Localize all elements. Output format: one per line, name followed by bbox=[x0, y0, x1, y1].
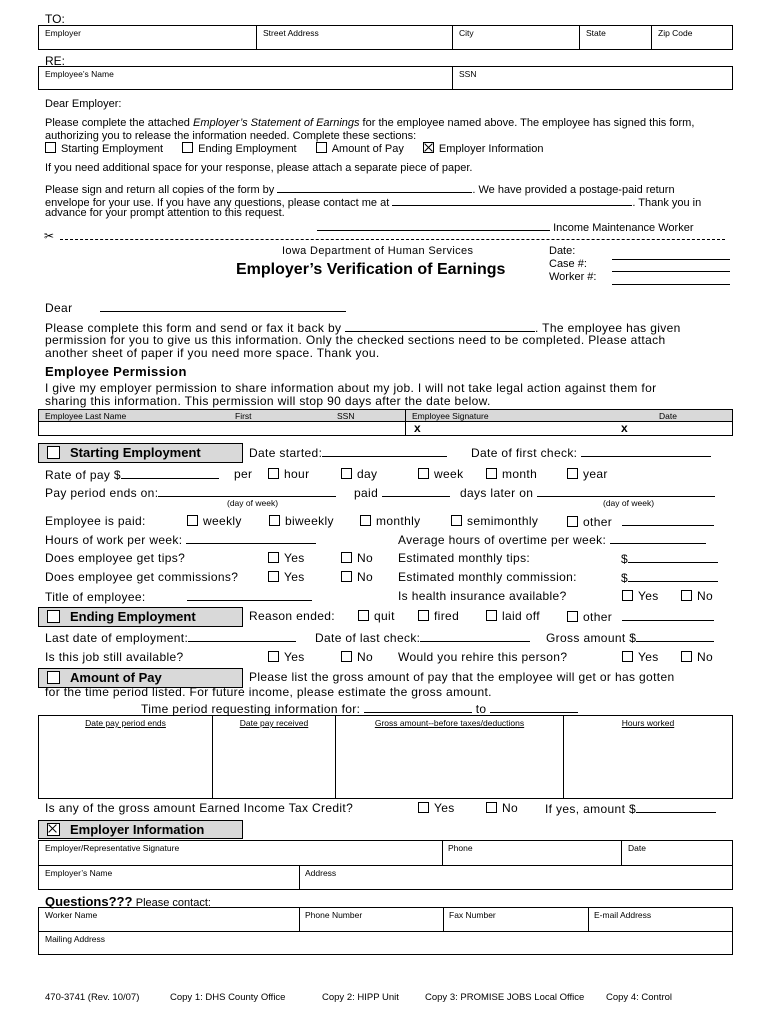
employee-signature-field[interactable]: Employee Signature x bbox=[405, 410, 621, 435]
sign-return-line2: envelope for your use. If you have any questions, please contact me at . Thank you in bbox=[45, 194, 701, 209]
amount-text1: Please list the gross amount of pay that the employee will get or has gotten bbox=[249, 670, 675, 684]
employer-phone-field[interactable]: Phone bbox=[448, 843, 473, 853]
date-last-check-field[interactable] bbox=[420, 630, 530, 642]
per-label: per bbox=[234, 467, 253, 481]
employer-address-field[interactable]: Address bbox=[305, 868, 337, 878]
date-field[interactable] bbox=[612, 259, 730, 260]
rehire-yes-option[interactable]: Yes bbox=[622, 650, 659, 664]
copy-4: Copy 4: Control bbox=[606, 992, 673, 1003]
copy-1: Copy 1: DHS County Office bbox=[170, 992, 286, 1003]
signature-date-field[interactable]: Date x bbox=[621, 411, 677, 435]
amount-text2: for the time period listed. For future income, please estimate the gross amount. bbox=[45, 685, 492, 699]
pay-period-ends-field[interactable] bbox=[158, 485, 336, 497]
reason-ended-label: Reason ended: bbox=[249, 609, 335, 623]
street-address-field[interactable]: Street Address bbox=[256, 26, 452, 49]
employer-name-field[interactable]: Employer’s Name bbox=[45, 868, 113, 878]
day-of-week-hint-2: (day of week) bbox=[603, 498, 655, 508]
per-week-option[interactable]: week bbox=[418, 467, 463, 481]
per-month-option[interactable]: month bbox=[486, 467, 537, 481]
starting-employment-header[interactable]: Starting Employment bbox=[38, 443, 243, 463]
eitc-amount-field[interactable] bbox=[636, 801, 716, 813]
paid-other-field[interactable] bbox=[622, 514, 714, 526]
fax-number-field[interactable]: Fax Number bbox=[449, 910, 496, 920]
last-date-row: Last date of employment: bbox=[45, 630, 296, 645]
tips-no-option[interactable]: No bbox=[341, 551, 373, 565]
est-tips-label: Estimated monthly tips: bbox=[398, 551, 531, 565]
employee-last-name-field[interactable]: Employee Last Name bbox=[45, 411, 127, 421]
agency-name: Iowa Department of Human Services bbox=[282, 245, 474, 257]
re-fields-row bbox=[38, 66, 733, 90]
checkbox-icon bbox=[182, 142, 193, 153]
eitc-question: Is any of the gross amount Earned Income Tax Credit? bbox=[45, 801, 354, 815]
checkbox-icon bbox=[268, 468, 279, 479]
employer-information-header[interactable]: Employer Information bbox=[38, 820, 243, 839]
checkbox-icon[interactable] bbox=[47, 446, 60, 459]
commissions-yes-option[interactable]: Yes bbox=[268, 570, 305, 584]
date-started-field[interactable] bbox=[322, 445, 447, 457]
gross-amount-field[interactable] bbox=[636, 630, 714, 642]
checkbox-icon bbox=[451, 515, 462, 526]
checkbox-icon bbox=[418, 468, 429, 479]
amount-of-pay-header[interactable]: Amount of Pay bbox=[38, 668, 243, 688]
rehire-no-option[interactable]: No bbox=[681, 650, 713, 664]
state-field[interactable]: State bbox=[579, 26, 651, 49]
period-from-field[interactable] bbox=[364, 701, 472, 713]
eitc-amount-row: If yes, amount $ bbox=[545, 801, 716, 816]
tips-yes-option[interactable]: Yes bbox=[268, 551, 305, 565]
zip-code-field[interactable]: Zip Code bbox=[651, 26, 733, 49]
letter-section-checklist bbox=[45, 142, 543, 155]
dear-name-field[interactable] bbox=[100, 300, 346, 312]
paid-semimonthly-option[interactable]: semimonthly bbox=[451, 514, 538, 528]
employee-ssn-field[interactable]: SSN bbox=[337, 411, 355, 421]
form-intro-line3: another sheet of paper if you need more space. Thank you. bbox=[45, 346, 380, 360]
permission-table bbox=[38, 409, 733, 436]
employer-date-field[interactable]: Date bbox=[628, 843, 646, 853]
ending-employment-header[interactable]: Ending Employment bbox=[38, 607, 243, 627]
checkbox-icon bbox=[360, 515, 371, 526]
rehire-question: Would you rehire this person? bbox=[398, 650, 568, 664]
paid-row: paid bbox=[354, 485, 450, 500]
form-intro-line1: Please complete this form and send or fax it back by . The employee has given bbox=[45, 321, 681, 335]
questions-row: Questions??? Please contact: bbox=[45, 894, 211, 909]
date-pay-received-column[interactable]: Date pay received bbox=[212, 716, 335, 798]
section-ending-employment[interactable]: Ending Employment bbox=[182, 143, 296, 155]
paid-monthly-option[interactable]: monthly bbox=[360, 514, 420, 528]
letter-line1: Please complete the attached Employer’s Statement of Earnings for the employee named above. The employee has signed this form, bbox=[45, 117, 695, 129]
available-no-option[interactable]: No bbox=[341, 650, 373, 664]
checkbox-icon bbox=[316, 142, 327, 153]
paid-other-option[interactable]: other bbox=[567, 514, 714, 529]
sign-return-line1: Please sign and return all copies of the form by . We have provided a postage-paid return bbox=[45, 181, 675, 196]
employer-signature-field[interactable]: Employer/Representative Signature bbox=[45, 843, 180, 853]
reason-fired-option[interactable]: fired bbox=[418, 609, 459, 623]
employee-title-field[interactable] bbox=[187, 589, 312, 601]
checkbox-icon bbox=[358, 610, 369, 621]
checkbox-icon bbox=[567, 611, 578, 622]
commissions-question: Does employee get commissions? bbox=[45, 570, 239, 584]
checkbox-icon bbox=[341, 571, 352, 582]
est-commission-row: $ bbox=[621, 570, 718, 585]
copy-3: Copy 3: PROMISE JOBS Local Office bbox=[425, 992, 585, 1003]
date-started-row: Date started: bbox=[249, 445, 447, 460]
checkbox-icon bbox=[341, 651, 352, 662]
email-address-field[interactable]: E-mail Address bbox=[594, 910, 652, 920]
checkbox-icon bbox=[268, 552, 279, 563]
est-tips-row: $ bbox=[621, 551, 718, 566]
est-commission-field[interactable] bbox=[628, 570, 718, 582]
checkbox-icon bbox=[341, 468, 352, 479]
case-number-label: Case #: bbox=[549, 258, 587, 270]
section-employer-information[interactable]: Employer Information bbox=[423, 143, 544, 155]
checked-box-icon[interactable] bbox=[47, 823, 60, 836]
days-later-field[interactable] bbox=[537, 485, 715, 497]
date-last-check-row: Date of last check: bbox=[315, 630, 530, 645]
worker-number-label: Worker #: bbox=[549, 271, 597, 283]
est-tips-field[interactable] bbox=[628, 551, 718, 563]
checkbox-icon bbox=[681, 590, 692, 601]
per-year-option[interactable]: year bbox=[567, 467, 608, 481]
checkbox-icon bbox=[486, 468, 497, 479]
day-of-week-hint-1: (day of week) bbox=[227, 498, 279, 508]
time-period-row: Time period requesting information for: to bbox=[141, 701, 578, 716]
last-date-field[interactable] bbox=[188, 630, 296, 642]
checkbox-icon bbox=[486, 610, 497, 621]
checkbox-icon[interactable] bbox=[47, 610, 60, 623]
per-hour-option[interactable]: hour bbox=[268, 467, 309, 481]
avg-overtime-field[interactable] bbox=[610, 532, 706, 544]
employee-name-field[interactable]: Employee’s Name bbox=[45, 69, 114, 79]
reason-quit-option[interactable]: quit bbox=[358, 609, 395, 623]
form-dear: Dear bbox=[45, 300, 346, 315]
hours-worked-column[interactable]: Hours worked bbox=[563, 716, 732, 798]
eitc-no-option[interactable]: No bbox=[486, 801, 518, 815]
days-later-row: days later on bbox=[460, 485, 715, 500]
form-title: Employer’s Verification of Earnings bbox=[236, 261, 506, 278]
re-label: RE: bbox=[45, 54, 66, 68]
est-commission-label: Estimated monthly commission: bbox=[398, 570, 577, 584]
employee-first-name-field[interactable]: First bbox=[235, 411, 252, 421]
worker-signature-line: Income Maintenance Worker bbox=[317, 219, 693, 234]
city-field[interactable]: City bbox=[452, 26, 579, 49]
checkbox-icon bbox=[622, 590, 633, 601]
to-label: TO: bbox=[45, 12, 65, 26]
permission-heading: Employee Permission bbox=[45, 364, 187, 379]
permission-text1: I give my employer permission to share information about my job. I will not take legal action against them for bbox=[45, 381, 657, 395]
checkbox-icon bbox=[486, 802, 497, 813]
checkbox-icon bbox=[681, 651, 692, 662]
reason-laid-off-option[interactable]: laid off bbox=[486, 609, 540, 623]
hours-per-week-row: Hours of work per week: bbox=[45, 532, 316, 547]
form-number: 470-3741 (Rev. 10/07) bbox=[45, 992, 140, 1003]
checkbox-icon bbox=[341, 552, 352, 563]
paid-biweekly-option[interactable]: biweekly bbox=[269, 514, 334, 528]
avg-overtime-row: Average hours of overtime per week: bbox=[398, 532, 706, 547]
employee-paid-label: Employee is paid: bbox=[45, 514, 146, 528]
eitc-yes-option[interactable]: Yes bbox=[418, 801, 455, 815]
health-insurance-question: Is health insurance available? bbox=[398, 589, 567, 603]
checkbox-icon[interactable] bbox=[47, 671, 60, 684]
tips-question: Does employee get tips? bbox=[45, 551, 186, 565]
section-starting-employment[interactable]: Starting Employment bbox=[45, 143, 163, 155]
period-to-field[interactable] bbox=[490, 701, 578, 713]
checkbox-icon bbox=[187, 515, 198, 526]
hours-per-week-field[interactable] bbox=[186, 532, 316, 544]
checkbox-icon bbox=[268, 651, 279, 662]
available-yes-option[interactable]: Yes bbox=[268, 650, 305, 664]
date-first-check-row: Date of first check: bbox=[471, 445, 711, 460]
return-by-date-field[interactable] bbox=[277, 181, 472, 193]
form-intro-line2: permission for you to give us this information. Only the checked sections need to be completed. Please attach bbox=[45, 333, 666, 347]
checkbox-icon bbox=[45, 142, 56, 153]
worker-name-field[interactable]: Worker Name bbox=[45, 910, 98, 920]
commissions-no-option[interactable]: No bbox=[341, 570, 373, 584]
checkbox-icon bbox=[268, 571, 279, 582]
additional-space-note: If you need additional space for your response, please attach a separate piece of paper. bbox=[45, 162, 473, 174]
checked-box-icon bbox=[423, 142, 434, 153]
checkbox-icon bbox=[269, 515, 280, 526]
checkbox-icon bbox=[567, 468, 578, 479]
employer-field[interactable]: Employer bbox=[45, 28, 81, 38]
checkbox-icon bbox=[418, 802, 429, 813]
per-day-option[interactable]: day bbox=[341, 467, 377, 481]
questions-table bbox=[38, 907, 733, 955]
gross-amount-column[interactable]: Gross amount--before taxes/deductions bbox=[335, 716, 563, 798]
permission-text2: sharing this information. This permission will stop 90 days after the date below. bbox=[45, 394, 491, 408]
still-available-question: Is this job still available? bbox=[45, 650, 184, 664]
date-label: Date: bbox=[549, 245, 576, 257]
date-first-check-field[interactable] bbox=[581, 445, 711, 457]
phone-number-field[interactable]: Phone Number bbox=[305, 910, 363, 920]
sign-here-mark: x bbox=[414, 421, 421, 435]
rate-of-pay-field[interactable] bbox=[121, 467, 219, 479]
letter-line2: authorizing you to release the information needed. Complete these sections: bbox=[45, 130, 417, 142]
contact-field[interactable] bbox=[392, 194, 632, 206]
ssn-field[interactable]: SSN bbox=[452, 67, 733, 89]
reason-other-field[interactable] bbox=[622, 609, 714, 621]
to-fields-row bbox=[38, 25, 733, 50]
letter-salutation: Dear Employer: bbox=[45, 98, 122, 110]
copy-2: Copy 2: HIPP Unit bbox=[322, 992, 399, 1003]
checkbox-icon bbox=[622, 651, 633, 662]
send-back-date-field[interactable] bbox=[345, 320, 535, 332]
section-amount-of-pay[interactable]: Amount of Pay bbox=[316, 143, 404, 155]
gross-amount-row: Gross amount $ bbox=[546, 630, 714, 645]
employer-info-table bbox=[38, 840, 733, 890]
rate-of-pay-row: Rate of pay $ bbox=[45, 467, 219, 482]
checkbox-icon bbox=[418, 610, 429, 621]
checkbox-icon bbox=[567, 516, 578, 527]
cut-line bbox=[60, 239, 725, 240]
pay-period-ends-row: Pay period ends on: bbox=[45, 485, 336, 500]
case-number-field[interactable] bbox=[612, 271, 730, 272]
reason-other-option[interactable]: other bbox=[567, 609, 714, 624]
paid-days-field[interactable] bbox=[382, 485, 450, 497]
date-pay-period-ends-column[interactable]: Date pay period ends bbox=[85, 718, 166, 728]
scissors-icon: ✂ bbox=[44, 229, 55, 243]
health-no-option[interactable]: No bbox=[681, 589, 713, 603]
health-yes-option[interactable]: Yes bbox=[622, 589, 659, 603]
title-row: Title of employee: bbox=[45, 589, 312, 604]
paid-weekly-option[interactable]: weekly bbox=[187, 514, 242, 528]
date-mark: x bbox=[621, 421, 628, 435]
worker-signature-field[interactable] bbox=[317, 219, 550, 231]
pay-table bbox=[38, 715, 733, 799]
worker-number-field[interactable] bbox=[612, 284, 730, 285]
mailing-address-field[interactable]: Mailing Address bbox=[45, 934, 106, 944]
sign-return-line3: advance for your prompt attention to this request. bbox=[45, 207, 285, 219]
